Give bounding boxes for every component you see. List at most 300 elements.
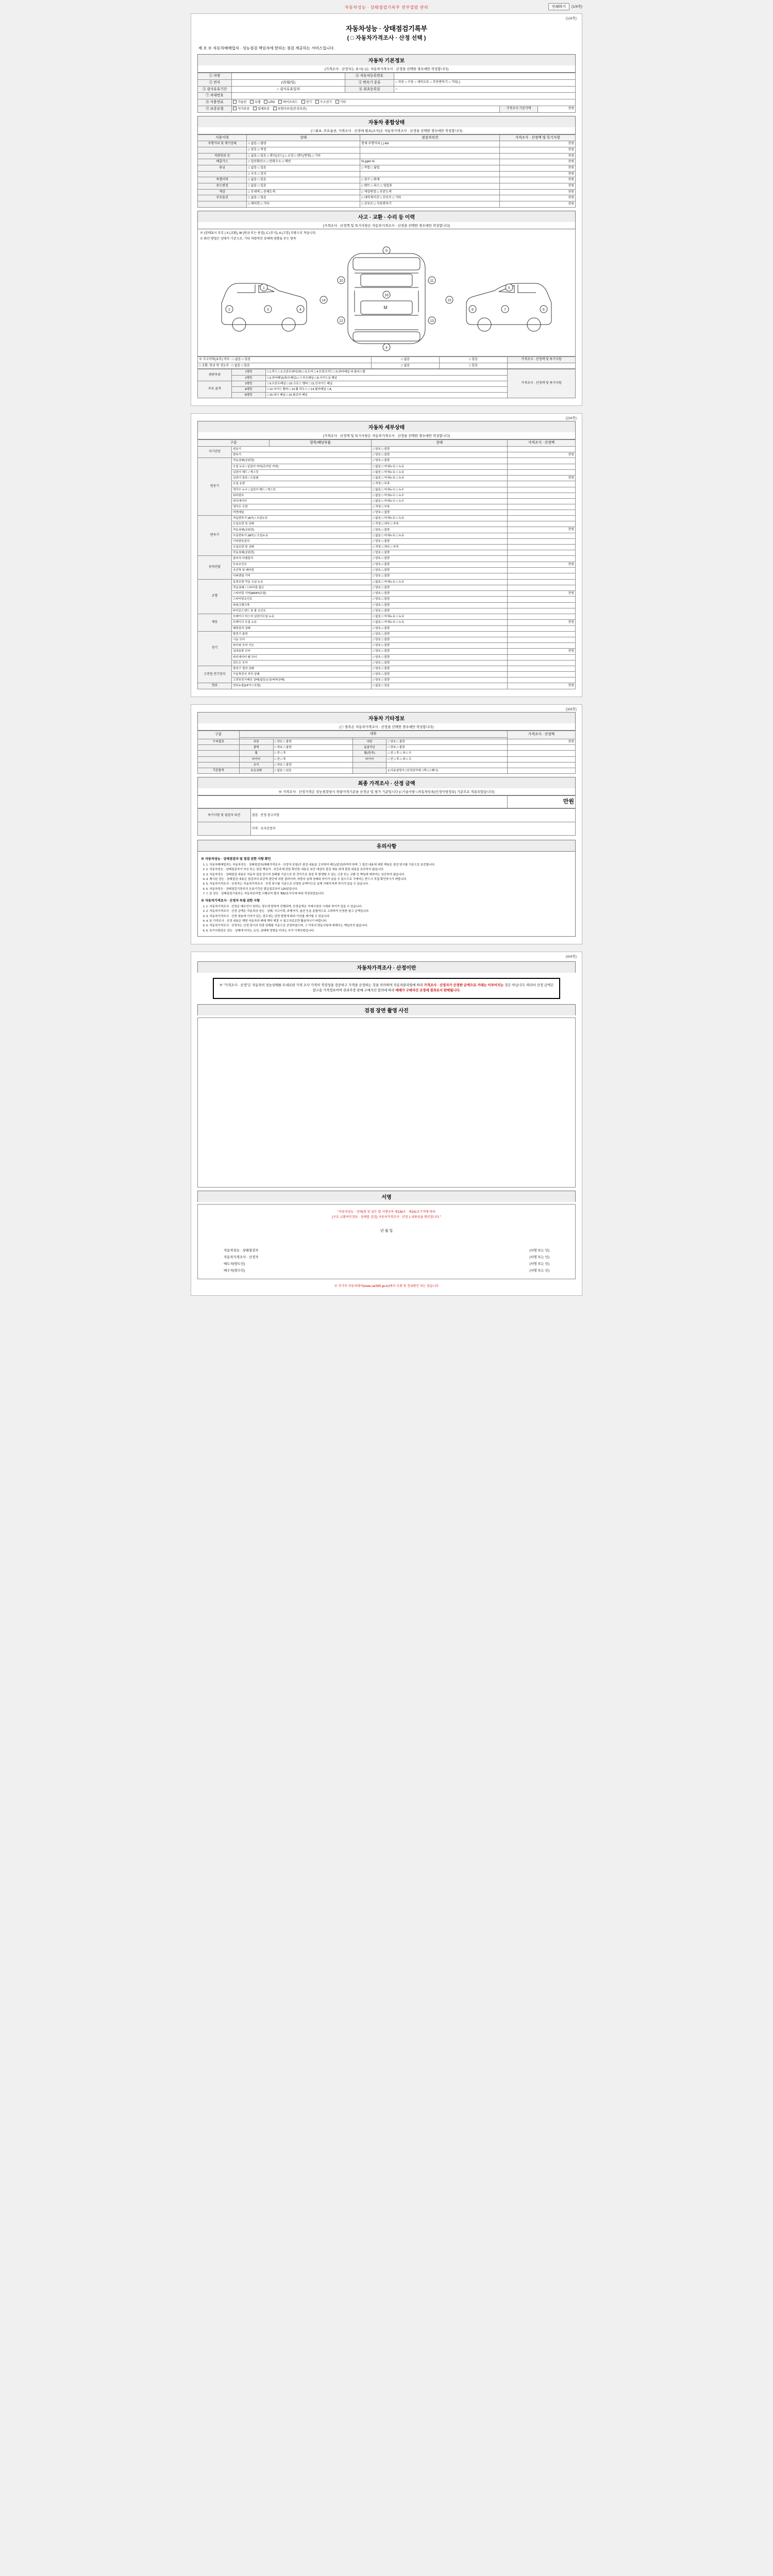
svg-text:7: 7 [504,308,506,312]
detail-amount-7-1[interactable] [508,671,576,677]
detail-amount-6-0[interactable] [508,631,576,637]
overall-row-10-state[interactable]: □ 에어컨 □ 기타 [247,201,360,208]
table-row [198,369,576,375]
checkbox-warranty-company[interactable] [253,107,257,110]
value-base-price[interactable]: 천원 [537,106,575,112]
overall-row-6-state[interactable]: □ 없음 □ 있음 [247,177,360,183]
detail-state-4-1[interactable]: □ 양호 □ 불량 [372,585,508,590]
detail-amount-7-2[interactable] [508,677,576,683]
table-row [198,585,576,590]
accident-amount-value[interactable] [508,363,576,369]
detail-amount-3-0[interactable] [508,556,576,562]
table-row [198,189,576,195]
detail-amount-8-0[interactable]: 천원 [508,683,576,689]
detail-amount-6-4[interactable] [508,654,576,660]
detail-amount-1-6[interactable] [508,493,576,498]
etc-row-4-item1: 유리 [239,762,273,768]
etc-row-2-state2[interactable]: □ 전 □ 후 □ 좌 □ 우 [386,751,508,756]
detail-state-6-0[interactable]: □ 양호 □ 불량 [372,631,508,637]
detail-amount-5-2[interactable] [508,625,576,631]
etc-row-3-amount[interactable] [508,756,576,762]
detail-amount-4-2[interactable]: 천원 [508,590,576,597]
overall-row-0-amount[interactable]: 천원 [500,141,576,147]
value-warranty[interactable]: 자가보증 업체보증 보험사보증(무상보증) [231,106,499,112]
notice-item-1-3: 4. 4. 본 가격조사 · 산정 내용은 해당 자동차의 매매 계약 체결 시 참고자료로만 활용하시기 바랍니다. [206,919,572,923]
detail-amount-2-6[interactable] [508,550,576,556]
svg-text:5: 5 [508,286,510,291]
signature-row-0-value[interactable]: (서명 또는 인) [529,1248,549,1252]
detail-state-3-2[interactable]: □ 양호 □ 불량 [372,568,508,573]
detail-state-5-1[interactable]: □ 없음 □ 미세누유 □ 누유 [372,619,508,625]
overall-row-10-amount[interactable]: 천원 [500,201,576,208]
detail-state-1-1[interactable]: □ 없음 □ 미세누유 □ 누유 [372,464,508,469]
overall-row-8-label: 색상 [198,189,247,195]
notice-item-1-1: 2. 2. 자동차가격조사 · 산정 금액은 자동차의 성능 · 상태, 사고이력, 주행거리, 옵션 등을 종합적으로 고려하여 산정한 참고 금액입니다. [206,909,572,913]
table-row [198,458,576,464]
etc-row-5-amount[interactable] [508,768,576,774]
etc-row-4-state2[interactable] [386,762,508,768]
table-row [198,446,576,452]
detail-state-3-1[interactable]: □ 양호 □ 불량 [372,562,508,568]
table-row [198,165,576,172]
detail-state-2-2[interactable]: □ 양호 □ 불량 [372,527,508,533]
checkbox-fuel-gasoline[interactable] [233,100,237,104]
overall-row-4-state[interactable]: □ 없음 □ 있음 [247,165,360,172]
etc-row-2-amount[interactable] [508,751,576,756]
overall-row-1-opinion[interactable] [360,147,500,153]
label-reg-number: ④ 자동차등록번호 [345,73,394,80]
signature-row-2-value[interactable]: (서명 또는 인) [529,1262,549,1266]
detail-item-2-5: 오일유량 및 상태 [231,545,371,550]
detail-state-3-3[interactable]: □ 양호 □ 불량 [372,573,508,579]
table-row [198,683,576,689]
detail-item-1-2: 실린더 헤드 / 개스킷 [231,469,371,475]
detail-amount-5-1[interactable]: 천원 [508,619,576,625]
accident-history-label[interactable]: ※ 사고이력(유무) 여부 : □ 없음 □ 있음 [198,357,372,363]
detail-state-6-2[interactable]: □ 양호 □ 불량 [372,642,508,648]
detail-state-6-4[interactable]: □ 양호 □ 불량 [372,654,508,660]
etc-row-0-state2[interactable]: □ 양호 □ 불량 [386,739,508,745]
svg-text:16: 16 [384,294,389,298]
overall-row-5-state[interactable]: □ 구조 □ 장치 [247,171,360,177]
parts-items-2[interactable]: □ 9.프론트패널 □ 10.크로스 멤버 □ 11.인사이드 패널 [265,381,507,386]
detail-amount-1-1[interactable] [508,464,576,469]
detail-amount-1-3[interactable]: 천원 [508,475,576,481]
signature-row-3 [203,1267,570,1274]
etc-row-3-state2[interactable]: □ 전 □ 후 □ 좌 □ 우 [386,756,508,762]
svg-text:6: 6 [543,308,545,312]
detail-amount-2-2[interactable]: 천원 [508,527,576,533]
receipt-line: 제 호 ※ 자동차매매업자 · 성능점검 책임자에 한하는 점검 계공하는 서비스입니다. [198,46,335,50]
detail-amount-2-3[interactable] [508,533,576,539]
detail-state-0-1[interactable]: □ 양호 □ 불량 [372,452,508,458]
value-vin[interactable] [231,93,575,99]
signature-row-2 [203,1260,570,1267]
detail-state-2-3[interactable]: □ 없음 □ 미세누유 □ 누유 [372,533,508,539]
overall-row-7-label: 용도변경 [198,183,247,190]
detail-amount-1-4[interactable] [508,481,576,487]
value-fuel[interactable]: 가솔린 디젤 LPG 하이브리드 전기 수소전기 기타 [231,99,575,106]
detail-amount-4-0[interactable] [508,579,576,585]
detail-state-6-3[interactable]: □ 양호 □ 불량 [372,648,508,654]
accident-history-none[interactable]: □ 없음 [372,357,440,363]
section-detail-note: (가격조사 · 산정액 및 특기사항은 자동차가격조사 · 산정을 선택한 경우에만 작성합니다) [197,432,576,439]
price-survey-checkbox[interactable]: ( □ [347,35,356,41]
value-transmission[interactable]: ○ 자동 ○ 수동 ○ 세미오토 ○ 무단변속기 ○ 기타( ) [394,79,576,86]
detail-state-2-0[interactable]: □ 없음 □ 미세누유 □ 누유 [372,516,508,521]
detail-state-6-1[interactable]: □ 양호 □ 불량 [372,637,508,642]
etc-row-1-state2[interactable]: □ 양호 □ 불량 [386,745,508,751]
detail-item-1-3: 실린더 블록 / 오일팬 [231,475,371,481]
detail-header-0: 구분 [198,439,270,446]
overall-header-3: 가격조사 · 산정액 및 특기사항 [500,134,576,141]
detail-state-4-0[interactable]: □ 없음 □ 미세누유 □ 누유 [372,579,508,585]
detail-amount-2-0[interactable] [508,516,576,521]
page-indicator: (1/4쪽) [571,5,582,9]
svg-text:13: 13 [430,319,434,324]
detail-state-2-6[interactable]: □ 양호 □ 불량 [372,550,508,556]
detail-state-1-4[interactable]: □ 적정 □ 부족 [372,481,508,487]
detail-state-0-0[interactable]: □ 양호 □ 불량 [372,446,508,452]
etc-row-0-item2: 내장 [352,739,386,745]
detail-state-2-5[interactable]: □ 적정 □ 과다 □ 부족 [372,545,508,550]
detail-group-0-label: 자기진단 [198,446,232,458]
etc-row-4-group [198,762,240,768]
detail-item-0-1: 변속기 [231,452,371,458]
overall-row-2-amount[interactable]: 천원 [500,153,576,159]
etc-row-0-amount[interactable]: 천원 [508,739,576,745]
etc-row-1-item2: 룸클리닝 [352,745,386,751]
overall-row-0-opinion[interactable]: 현재 주행거리 ( ) km [360,141,500,147]
overall-row-4-opinion[interactable]: □ 적법 □ 불법 [360,165,500,172]
overall-row-7-state[interactable]: □ 없음 □ 있음 [247,183,360,190]
detail-state-2-1[interactable]: □ 적정 □ 과다 □ 부족 [372,521,508,527]
detail-item-1-7: 라디에이터 [231,498,371,504]
detail-state-5-0[interactable]: □ 없음 □ 미세누유 □ 누유 [372,614,508,619]
overall-row-5-amount[interactable]: 천원 [500,171,576,177]
table-row [198,464,576,469]
detail-state-1-0[interactable]: □ 양호 □ 불량 [372,458,508,464]
detail-amount-3-2[interactable] [508,568,576,573]
detail-state-1-5[interactable]: □ 없음 □ 미세누수 □ 누수 [372,487,508,493]
overall-row-4-amount[interactable]: 천원 [500,165,576,172]
detail-amount-1-7[interactable] [508,498,576,504]
signature-footer: ※ 자기차 자동차대여(www.car365.go.kr)에서 조회 및 진위확인 되는 있습니다 [334,1284,439,1288]
notice-item-0-2: 3. 3. 자동차성능 · 상태점검 내용은 자동차 점검 당시의 상태를 기준으로 한 것이므로 점검 후 발생할 수 있는 고장 또는 교환 등 책임에 대하여는 보증하지 않습니다. [206,873,572,877]
svg-text:14: 14 [322,299,326,303]
etc-row-5-state1[interactable]: □ 없음 □ 있음 [273,768,352,774]
signature-date: 년 월 일 [380,1229,393,1233]
overall-row-8-opinion[interactable]: □ 색상변경 □ 부분도색 [360,189,500,195]
detail-state-4-3[interactable]: □ 양호 □ 불량 [372,597,508,602]
label-first-reg: ⑥ 최초등록일 [345,86,394,93]
page-corner-label-4: (4/4쪽) [565,955,577,959]
overall-row-2-state[interactable]: □ 없음 □ 있음 □ 확인(코드) □ 교정 □ 렌트(변형) □ 기타 [247,153,360,159]
svg-text:8: 8 [472,308,474,312]
detail-amount-6-5[interactable] [508,660,576,666]
detail-state-7-0[interactable]: □ 양호 □ 불량 [372,666,508,671]
table-row [198,183,576,190]
overall-row-8-state[interactable]: □ 무채색 □ 전체도색 [247,189,360,195]
value-car-name[interactable] [231,73,345,80]
detail-state-1-6[interactable]: □ 없음 □ 미세누수 □ 누수 [372,493,508,498]
detail-amount-7-0[interactable] [508,666,576,671]
value-first-reg[interactable]: ~ [394,86,576,93]
detail-item-6-3: 실내송풍 모터 [231,648,371,654]
value-reg-number[interactable] [394,73,576,80]
detail-amount-1-9[interactable] [508,510,576,516]
signature-row-2-label: 매도자(양도인) [224,1262,245,1266]
overall-row-1-amount[interactable]: 천원 [500,147,576,153]
detail-item-7-0: 충전구 절연 상태 [231,666,371,671]
remarks-value[interactable]: 점검 · 산정 참고사항 [250,809,575,822]
repair-history-none[interactable]: □ 없음 [372,363,440,369]
detail-state-1-2[interactable]: □ 없음 □ 미세누유 □ 누유 [372,469,508,475]
parts-rank-1: 2랭킹 [231,375,265,381]
overall-row-3-amount[interactable]: 천원 [500,159,576,165]
signature-row-0 [203,1247,570,1253]
detail-amount-1-2[interactable] [508,469,576,475]
etc-row-0-group: 수리필요 [198,739,240,745]
etc-row-4-item2 [352,762,386,768]
checkbox-fuel-diesel[interactable] [250,100,254,104]
table-row [198,745,576,751]
section-etc-title: 자동차 기타정보 [197,712,576,723]
detail-amount-4-1[interactable] [508,585,576,590]
detail-state-7-1[interactable]: □ 양호 □ 불량 [372,671,508,677]
checkbox-fuel-other[interactable] [335,100,339,104]
section-accident-note: (가격조사 · 산정액 및 특기사항은 자동차가격조사 · 산정을 선택한 경우에만 작성합니다) [197,222,576,229]
table-row [198,521,576,527]
detail-state-1-8[interactable]: □ 적정 □ 부족 [372,504,508,510]
overall-row-3-opinion[interactable]: % ppm % [360,159,500,165]
detail-amount-0-1[interactable]: 천원 [508,452,576,458]
detail-amount-5-0[interactable] [508,614,576,619]
detail-item-1-4: 오일 유량 [231,481,371,487]
signature-red-1: "자동차성능 · 상태(및 및 같은 법 시행규칙 제136조 · 제141조기거에 따라 [338,1210,435,1214]
label-year: ② 연식 [198,79,232,86]
etc-row-4-state1[interactable]: □ 양호 □ 불량 [273,762,352,768]
overall-row-6-amount[interactable]: 천원 [500,177,576,183]
detail-item-7-2: 고전원전기배선 상태(접촉/손상/피복상태) [231,677,371,683]
detail-group-6-label: 전기 [198,631,232,666]
parts-table [197,369,576,398]
detail-state-7-2[interactable]: □ 양호 □ 불량 [372,677,508,683]
table-row [198,159,576,165]
label-base-price: 가격조사 기준가액 [500,106,537,112]
table-row [198,556,576,562]
overall-row-5-opinion[interactable] [360,171,500,177]
table-row [198,762,576,768]
signature-row-1-label: 자동차가격조사 · 산정자 [224,1255,259,1259]
notices-body [197,852,576,937]
detail-state-5-2[interactable]: □ 양호 □ 불량 [372,625,508,631]
table-row [198,452,576,458]
table-row [198,363,576,369]
table-row [198,357,576,363]
value-year[interactable]: (년/월/일) [231,79,345,86]
detail-amount-2-4[interactable] [508,539,576,545]
detail-amount-4-5[interactable] [508,608,576,614]
parts-rank-4: B랭킹 [231,392,265,398]
overall-row-9-state[interactable]: □ 없음 □ 있음 [247,195,360,201]
table-row [198,597,576,602]
overall-row-0-state[interactable]: □ 없음 □ 불량 [247,141,360,147]
checkbox-warranty-self[interactable] [233,107,237,110]
notice-item-0-0: 1. 1. 자동차매매업자는 자동차성능 · 상태점검자(매매가격조사 · 산정자 포함)가 점검 내용을 고지하여 매도(알선)하여야 하며 그 점검 내용에 대한 책임은 점검 당시를 기준으로 보증합니다. [206,863,572,867]
accident-history-yes[interactable]: □ 있음 [440,357,508,363]
etc-row-1-amount[interactable] [508,745,576,751]
table-row [198,481,576,487]
detail-amount-6-2[interactable] [508,642,576,648]
detail-state-1-9[interactable]: □ 양호 □ 불량 [372,510,508,516]
notice-list-0 [206,863,572,896]
repair-history-label[interactable]: □ 교환, 판금 및 성능부 : □ 없음 □ 있음 [198,363,372,369]
table-row [198,527,576,533]
parts-items-3[interactable]: □ 12.사이드 멤버 □ 13.휠 하우스 □ 14.필러패널 □ A, [265,386,507,392]
print-button[interactable]: 인쇄하기 [548,3,569,10]
checkbox-fuel-hydrogen[interactable] [315,100,319,104]
topbar-title: 자동차성능 · 상태점검기록부 전부열람 관리 [344,5,429,10]
etc-row-5-state2[interactable]: (□사용설명서 □안전삼각대 □잭 □스패너) [386,768,508,774]
detail-amount-3-1[interactable]: 천원 [508,562,576,568]
detail-item-2-4: 기어변속장치 [231,539,371,545]
table-row [198,751,576,756]
checkbox-fuel-hybrid[interactable] [278,100,282,104]
notice-item-1-5: 6. 6. 특기사항란은 성능 · 상태에 미치는 요인, 상태에 영향을 미치는 추가 기재사항입니다. [206,929,572,933]
label-transmission: ⑤ 변속기 종류 [345,79,394,86]
price-box-text-1: ※ "가격조사 · 산정"은 자동차의 성능상태를 토대로한 가격 조사 가격의 적정성을 검증하고 가격을 산정하는 것을 의미하며 자동차관리법에 따라 [219,984,424,988]
overall-row-7-amount[interactable]: 천원 [500,183,576,190]
overall-row-9-amount[interactable]: 천원 [500,195,576,201]
checkbox-fuel-electric[interactable] [301,100,305,104]
document-page-3 [191,704,582,944]
signature-row-3-value[interactable]: (서명 또는 인) [529,1268,549,1273]
page-corner-label-2: (2/4쪽) [565,416,577,420]
parts-items-4[interactable]: □ 15.대시 패널 □ 16.플로어 패널 [265,392,507,398]
remarks-table [197,808,576,836]
detail-item-3-0: 클러치 어셈블리 [231,556,371,562]
detail-amount-6-3[interactable]: 천원 [508,648,576,654]
parts-items-0[interactable]: □ 1.후드 □ 2.프론트펜더(좌) □ 3.도어 □ 4.트렁크리드 □ 5.쿼터패널 외 플러스별 [265,369,507,375]
table-row [198,768,576,774]
detail-state-8-0[interactable]: □ 없음 □ 있음 [372,683,508,689]
etc-row-0-item1: 외장 [239,739,273,745]
etc-row-2-state1[interactable]: □ 전 □ 후 [273,751,352,756]
detail-amount-1-8[interactable] [508,504,576,510]
detail-item-4-2: 스티어링 기어(MDPS포함) [231,590,371,597]
detail-state-1-3[interactable]: □ 없음 □ 미세누유 □ 누유 [372,475,508,481]
final-price-blank[interactable] [198,796,508,808]
assessor-value[interactable]: 가격 · 조사산정자 [250,822,575,836]
overall-header-1: 상태 [247,134,360,141]
etc-row-1-state1[interactable]: □ 양호 □ 불량 [273,745,352,751]
svg-text:10: 10 [339,279,343,283]
section-final-price-title: 최종 가격조사 · 산정 금액 [197,777,576,788]
detail-state-3-0[interactable]: □ 양호 □ 불량 [372,556,508,562]
detail-item-1-8: 냉각수 수량 [231,504,371,510]
detail-amount-2-1[interactable] [508,521,576,527]
detail-state-4-2[interactable]: □ 양호 □ 불량 [372,590,508,597]
table-row [198,677,576,683]
overall-header-2: 점검자의견 [360,134,500,141]
detail-header-2: 상태 [372,439,508,446]
repair-history-yes[interactable]: □ 있음 [440,363,508,369]
detail-state-1-7[interactable]: □ 없음 □ 미세누수 □ 누수 [372,498,508,504]
overall-row-7-opinion[interactable]: □ 렌트 □ 리스 □ 영업용 [360,183,500,190]
page-subtitle [197,33,576,42]
table-row [198,475,576,481]
notice-item-1-4: 5. 5. 자동차가격조사 · 산정자는 산정 당시의 차량 상태를 기준으로 산정하였으며, 그 이후의 변동사항에 대해서는 책임지지 않습니다. [206,924,572,928]
checkbox-fuel-lpg[interactable] [264,100,267,104]
detail-amount-1-0[interactable] [508,458,576,464]
detail-amount-4-4[interactable] [508,602,576,608]
etc-row-0-state1[interactable]: □ 양호 □ 불량 [273,739,352,745]
signature-title: 서명 [197,1191,576,1202]
detail-item-1-5: 냉각수 누수 / 실린더 헤드 / 개스킷 [231,487,371,493]
final-price-amount[interactable]: 만원 [508,796,576,808]
detail-item-4-0: 동력조향 작동 오일 누유 [231,579,371,585]
detail-state-4-4[interactable]: □ 양호 □ 불량 [372,602,508,608]
checkbox-warranty-insurance[interactable] [273,107,277,110]
table-row [198,619,576,625]
parts-items-1[interactable]: □ 6.퀴어패널(좌/우패널) □ 7.루프패널 □ 8.사이드실 패널 [265,375,507,381]
photo-section-title: 검점 장면 촬영 사진 [197,1004,576,1015]
detail-amount-1-5[interactable] [508,487,576,493]
overall-row-3-state[interactable]: □ 일산화탄소 □ 탄화수소 □ 매연 [247,159,360,165]
detail-state-4-5[interactable]: □ 양호 □ 불량 [372,608,508,614]
detail-amount-6-1[interactable] [508,637,576,642]
overall-row-0-label: 주행거리 및 계기상태 [198,141,247,147]
parts-outer-label: 외판부위 [198,369,232,381]
table-row [198,637,576,642]
overall-row-2-opinion[interactable] [360,153,500,159]
overall-row-1-state[interactable]: □ 양호 □ 적정 [247,147,360,153]
detail-amount-4-3[interactable] [508,597,576,602]
document-page-1 [191,13,582,406]
remarks-label: 특기사항 및 점검자 의견 [198,809,251,822]
detail-group-5-label: 제동 [198,614,232,631]
overall-row-9-label: 주요옵션 [198,195,247,201]
section-accident-title: 사고 · 교환 · 수리 등 이력 [197,211,576,222]
detail-state-6-5[interactable]: □ 양호 □ 불량 [372,660,508,666]
overall-row-9-opinion[interactable]: □ 내비게이션 □ 선루프 □ 기타 [360,195,500,201]
parts-rank-2: 3랭킹 [231,381,265,386]
overall-row-10-opinion[interactable]: □ 선루프 □ 자동변속기 [360,201,500,208]
etc-row-2-item1: 휠 [239,751,273,756]
detail-item-1-1: 오일 누유 / 실린더 커버(로커암 커버) [231,464,371,469]
signature-row-1-value[interactable]: (서명 또는 인) [529,1255,549,1259]
detail-state-2-4[interactable]: □ 양호 □ 불량 [372,539,508,545]
notice-head-0: ※ 자동차성능 · 상태점검자 및 점검 권한 사항 확인 [201,857,271,861]
detail-amount-3-3[interactable] [508,573,576,579]
overall-row-6-label: 특별이력 [198,177,247,183]
etc-row-4-amount[interactable] [508,762,576,768]
topbar [191,3,582,11]
overall-table [197,134,576,208]
price-box-highlight-2: 매매가 구매자간 조정에 결과로서 판매됩니다. [395,989,461,993]
detail-amount-2-5[interactable] [508,545,576,550]
overall-row-6-opinion[interactable]: □ 침수 □ 화재 [360,177,500,183]
section-basic-info-note: (가격조사 · 산정자는 표시(○)는 자동차가격조사 · 산정을 선택한 경우에만 작성합니다) [197,65,576,73]
etc-table [197,731,576,774]
label-fuel: ⑧ 사용연료 [198,99,232,106]
value-inspection-period[interactable]: ○ 검사유효일자 [231,86,345,93]
overall-row-8-amount[interactable]: 천원 [500,189,576,195]
detail-amount-0-0[interactable] [508,446,576,452]
etc-row-3-state1[interactable]: □ 전 □ 후 [273,756,352,762]
table-row [198,171,576,177]
